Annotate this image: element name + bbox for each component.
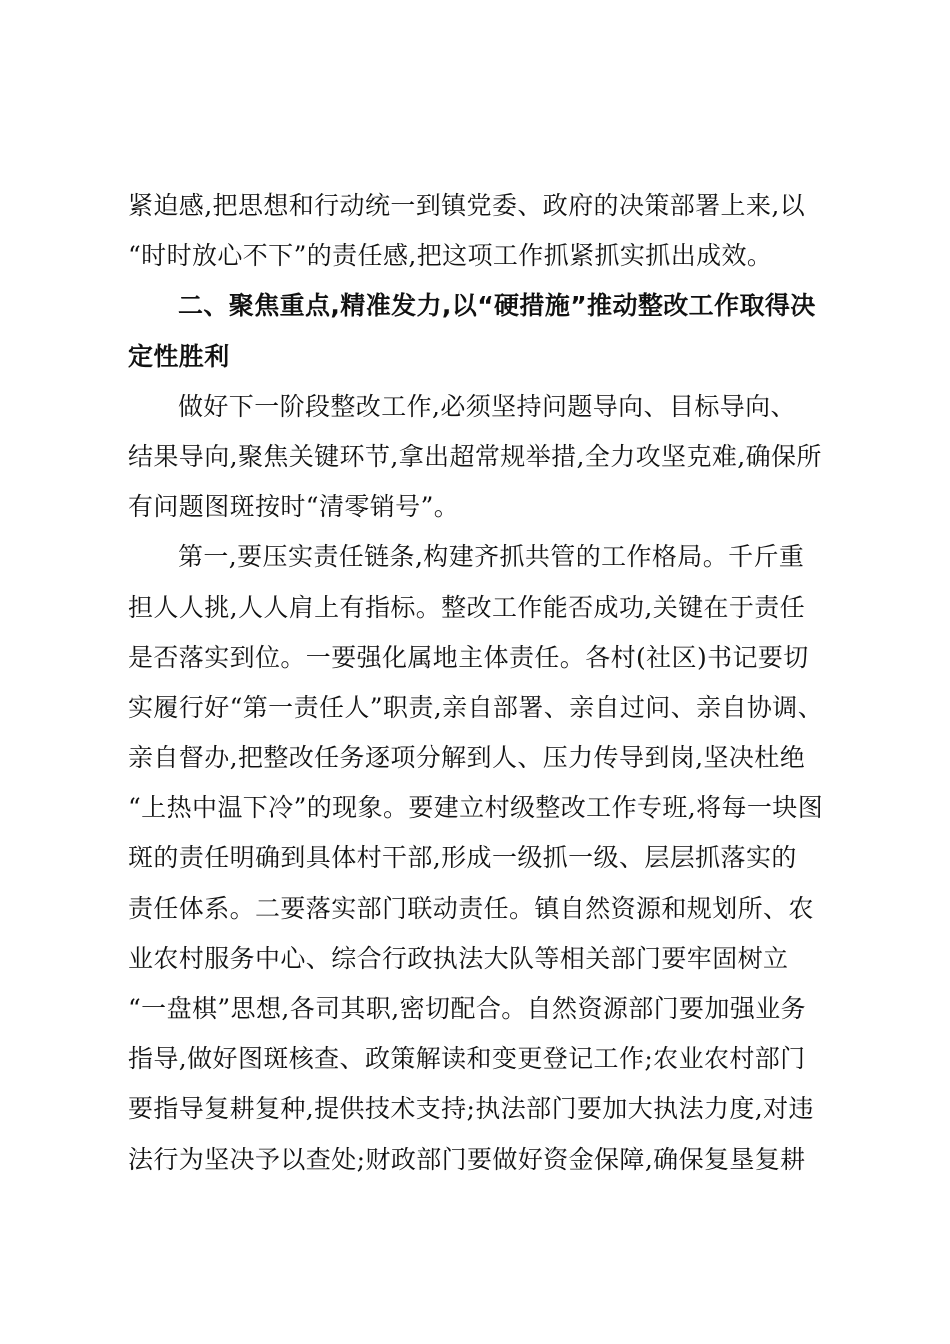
- paragraph-line: 做好下一阶段整改工作,必须坚持问题导向、目标导向、: [178, 391, 796, 421]
- paragraph-line: “时时放心不下”的责任感,把这项工作抓紧抓实抓出成效。: [128, 241, 773, 271]
- document-body: [128, 191, 828, 1195]
- paragraph-line: 法行为坚决予以查处;财政部门要做好资金保障,确保复垦复耕: [128, 1144, 806, 1174]
- paragraph-line: 要指导复耕复种,提供技术支持;执法部门要加大执法力度,对违: [128, 1094, 814, 1124]
- paragraph-line: “一盘棋”思想,各司其职,密切配合。自然资源部门要加强业务: [128, 994, 807, 1023]
- paragraph-line: 紧迫感,把思想和行动统一到镇党委、政府的决策部署上来,以: [128, 191, 806, 220]
- paragraph-line: 担人人挑,人人肩上有指标。整改工作能否成功,关键在于责任: [128, 592, 806, 622]
- paragraph-line: 是否落实到位。一要强化属地主体责任。各村(社区)书记要切: [128, 642, 809, 672]
- paragraph-line: 指导,做好图斑核查、政策解读和变更登记工作;农业农村部门: [128, 1044, 806, 1074]
- paragraph-line: 有问题图斑按时“清零销号”。: [128, 492, 460, 522]
- paragraph-line: 结果导向,聚焦关键环节,拿出超常规举措,全力攻坚克难,确保所: [128, 441, 822, 471]
- paragraph-line: 实履行好“第一责任人”职责,亲自部署、亲自过问、亲自协调、: [128, 692, 824, 722]
- paragraph-line: 亲自督办,把整改任务逐项分解到人、压力传导到岗,坚决杜绝: [128, 743, 806, 773]
- section-heading-line: 定性胜利: [128, 341, 230, 371]
- paragraph-line: “上热中温下冷”的现象。要建立村级整改工作专班,将每一块图: [128, 793, 824, 823]
- section-heading-line: 二、聚焦重点,精准发力,以“硬措施”推动整改工作取得决: [178, 291, 816, 321]
- paragraph-line: 责任体系。二要落实部门联动责任。镇自然资源和规划所、农: [128, 893, 814, 923]
- paragraph-line: 第一,要压实责任链条,构建齐抓共管的工作格局。千斤重: [178, 542, 805, 572]
- paragraph-line: 业农村服务中心、综合行政执法大队等相关部门要牢固树立: [128, 943, 789, 973]
- paragraph-line: 斑的责任明确到具体村干部,形成一级抓一级、层层抓落实的: [128, 843, 797, 873]
